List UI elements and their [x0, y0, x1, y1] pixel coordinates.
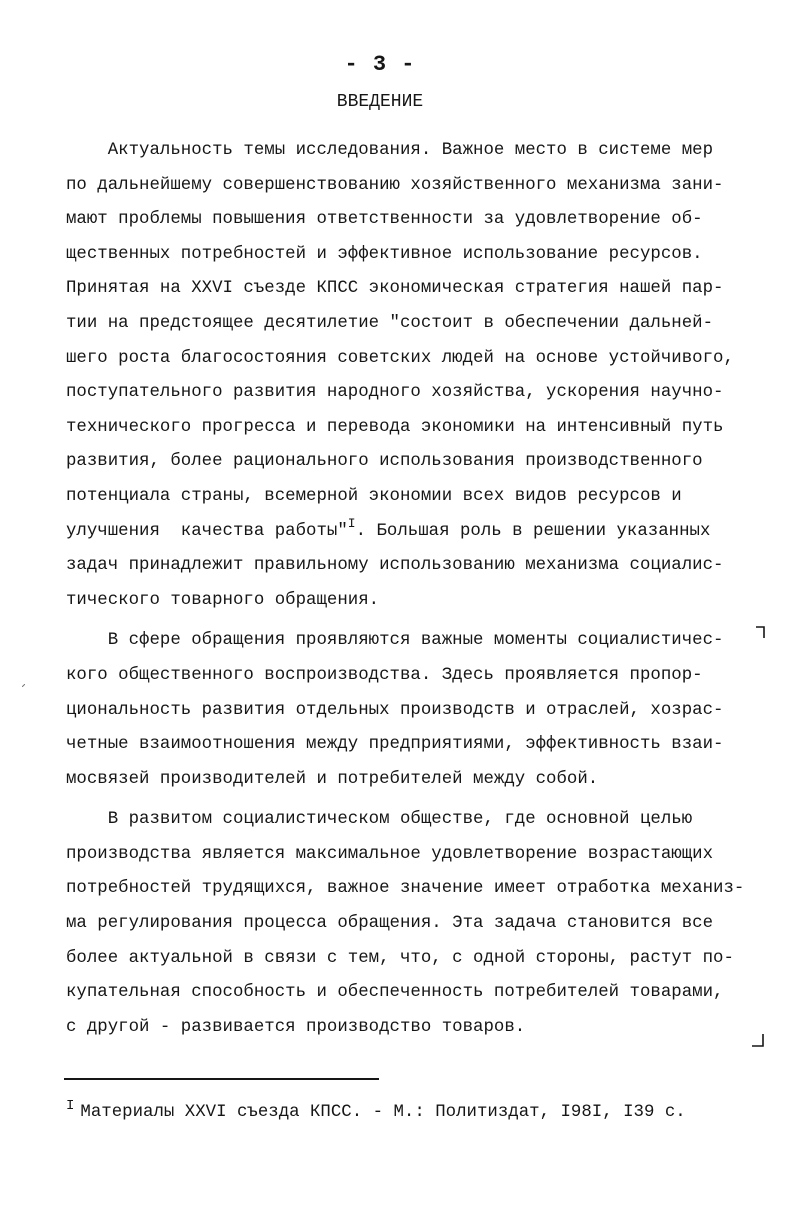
text-line: по дальнейшему совершенствованию хозяйственного механизма зани-	[66, 175, 724, 195]
footnote-reference[interactable]: I	[347, 515, 356, 531]
text-line: шего роста благосостояния советских людей на основе устойчивого,	[66, 348, 734, 368]
text-line: развития, более рационального использования производственного	[66, 452, 703, 472]
text-line: производства является максимальное удовлетворение возрастающих	[66, 844, 714, 864]
text-line: потребностей трудящихся, важное значение имеет отработка механиз-	[66, 879, 745, 899]
text-line: циональность развития отдельных производств и отраслей, хозрас-	[66, 700, 724, 720]
text-line: В сфере обращения проявляются важные моменты социалистичес-	[66, 631, 724, 651]
text-line: более актуальной в связи с тем, что, с одной стороны, растут по-	[66, 948, 734, 968]
crop-mark-bottom-icon	[752, 1034, 764, 1048]
page-heading: ВВЕДЕНИЕ	[336, 92, 424, 112]
text-line: Актуальность темы исследования. Важное место в системе мер	[66, 141, 714, 160]
text-line: технического прогресса и перевода экономики на интенсивный путь	[66, 417, 724, 437]
text-fragment: . Большая роль в решении указанных	[355, 521, 711, 541]
text-line: купательная способность и обеспеченность потребителей товарами,	[66, 983, 724, 1003]
text-line-with-footnote	[66, 515, 766, 550]
text-line: ма регулирования процесса обращения. Эта задача становится все	[66, 914, 714, 934]
text-line: мосвязей производителей и потребителей между собой.	[66, 769, 599, 789]
text-line: с другой - развивается производство товаров.	[66, 1017, 526, 1037]
body-text	[66, 134, 766, 1045]
footnote	[66, 1098, 766, 1128]
text-line: четные взаимоотношения между предприятиями, эффективность взаи-	[66, 735, 724, 755]
paragraph-2	[66, 624, 766, 797]
paragraph-3	[66, 803, 766, 1045]
text-line: поступательного развития народного хозяйства, ускорения научно-	[66, 383, 724, 403]
text-line: щественных потребностей и эффективное использование ресурсов.	[66, 244, 703, 264]
page-number: - 3 -	[344, 52, 416, 77]
footnote-text: Материалы XXVI съезда КПСС. - М.: Политиздат, I98I, I39 с.	[80, 1103, 686, 1122]
text-line: тии на предстоящее десятилетие "состоит в обеспечении дальней-	[66, 313, 714, 333]
text-line: задач принадлежит правильному использованию механизма социалис-	[66, 556, 724, 576]
footnote-divider	[64, 1078, 379, 1080]
crop-mark-top-icon	[756, 626, 765, 638]
text-line: В развитом социалистическом обществе, где основной целью	[66, 810, 693, 830]
text-line: потенциала страны, всемерной экономии всех видов ресурсов и	[66, 486, 682, 506]
text-line: кого общественного воспроизводства. Здесь проявляется пропор-	[66, 665, 703, 685]
scan-speck-icon	[22, 684, 25, 687]
paragraph-1	[66, 134, 766, 618]
footnote-mark: I	[66, 1098, 75, 1114]
text-line: мают проблемы повышения ответственности за удовлетворение об-	[66, 210, 703, 230]
text-fragment: улучшения качества работы"	[66, 521, 348, 541]
text-line: тического товарного обращения.	[66, 590, 380, 610]
text-line: Принятая на XXVI съезде КПСС экономическая стратегия нашей пар-	[66, 279, 724, 299]
